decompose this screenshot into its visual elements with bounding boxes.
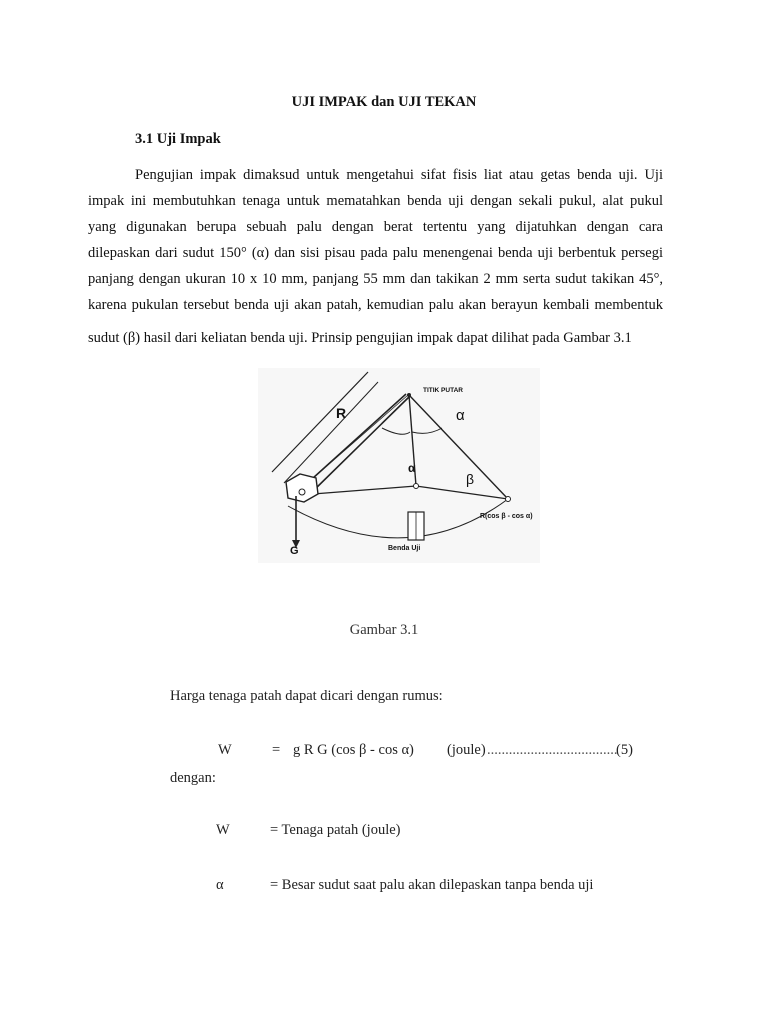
paragraph-line: dilepaskan dari sudut 150° (α) dan sisi pisau pada palu menengenai benda uji berbentuk persegi [88,245,663,261]
figure-caption: Gambar 3.1 [349,622,419,638]
label-G: G [290,545,299,557]
equation-unit: (joule) [447,742,486,758]
equation-equals: = [272,742,281,758]
label-R: R [336,405,347,421]
def-symbol: α [216,877,224,893]
equation-dots: .................................... [487,742,618,758]
def-text: = Tenaga patah (joule) [270,822,401,838]
dengan-label: dengan: [170,770,216,786]
label-beta: β [466,471,475,487]
label-pivot: TITIK PUTAR [423,387,463,394]
label-alpha: α [456,407,465,424]
pendulum-diagram-svg [258,368,540,563]
paragraph-line: sudut (β) hasil dari keliatan benda uji. Prinsip pengujian impak dapat dilihat pada Gambar 3.1 [88,330,632,346]
label-specimen: Benda Uji [388,545,421,552]
label-formula: R(cos β - cos α) [480,513,533,520]
paragraph-line: Pengujian impak dimaksud untuk mengetahui sifat fisis liat atau getas benda uji. Uji [135,167,663,183]
label-alpha-inner: α [408,461,416,475]
paragraph-line: yang digunakan berupa sebuah palu dengan berat tertentu yang dijatuhkan dengan cara [88,219,663,235]
paragraph-line: panjang dengan ukuran 10 x 10 mm, panjang 55 mm dan takikan 2 mm serta sudut takikan 45°, [88,271,663,287]
paragraph-line: impak ini membutuhkan tenaga untuk mematahkan benda uji dengan sekali pukul, alat pukul [88,193,663,209]
paragraph-line: karena pukulan tersebut benda uji akan patah, kemudian palu akan berayun kembali membentuk [88,297,663,313]
def-symbol: W [216,822,230,838]
page-title: UJI IMPAK dan UJI TEKAN [291,94,477,110]
equation-rhs: g R G (cos β - cos α) [293,742,414,758]
def-text: = Besar sudut saat palu akan dilepaskan tanpa benda uji [270,877,594,893]
impact-diagram [258,368,540,563]
equation-lhs: W [218,742,232,758]
section-heading: 3.1 Uji Impak [135,131,221,147]
formula-intro: Harga tenaga patah dapat dicari dengan rumus: [170,688,443,704]
equation-number: (5) [616,742,633,758]
